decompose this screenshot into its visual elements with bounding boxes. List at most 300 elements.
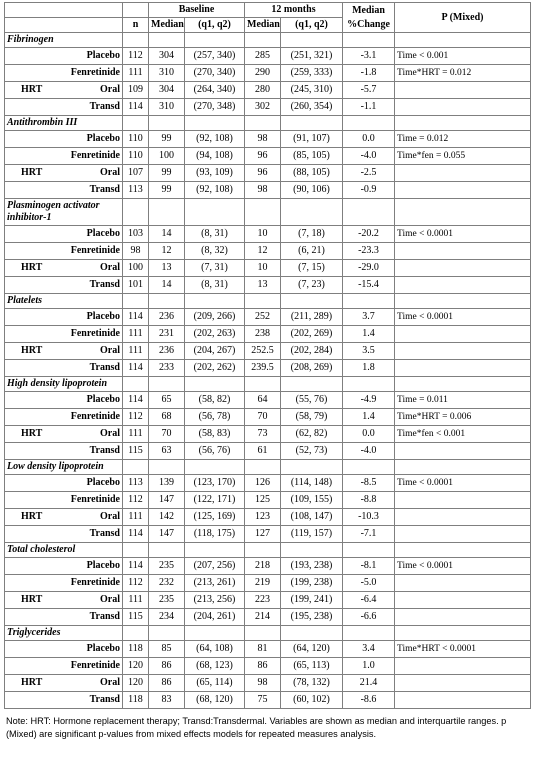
cell-p-mixed: Time < 0.0001 [395, 558, 531, 575]
section-empty-cell [281, 626, 343, 641]
table-row [5, 658, 531, 675]
cell-n: 110 [123, 131, 149, 148]
cell-baseline-iqr: (7, 31) [185, 260, 245, 277]
row-label [5, 609, 123, 626]
section-empty-cell [343, 377, 395, 392]
cell-baseline-iqr: (125, 169) [185, 509, 245, 526]
row-label-text: Oral [100, 677, 120, 688]
table-row [5, 443, 531, 460]
cell-p-mixed [395, 675, 531, 692]
section-empty-cell [281, 377, 343, 392]
cell-baseline-median: 304 [149, 82, 185, 99]
cell-median-change: -8.6 [343, 692, 395, 709]
section-empty-cell [185, 543, 245, 558]
table-row [5, 226, 531, 243]
cell-12m-iqr: (7, 15) [281, 260, 343, 277]
cell-baseline-iqr: (270, 348) [185, 99, 245, 116]
cell-median-change: 0.0 [343, 426, 395, 443]
table-row [5, 182, 531, 199]
cell-p-mixed [395, 165, 531, 182]
cell-median-change: 3.5 [343, 343, 395, 360]
section-empty-cell [395, 460, 531, 475]
section-header-row [5, 33, 531, 48]
row-label-text: Fenretinide [70, 660, 120, 671]
cell-p-mixed [395, 277, 531, 294]
cell-median-change: 1.8 [343, 360, 395, 377]
row-label-text: Placebo [86, 311, 120, 322]
cell-baseline-median: 13 [149, 260, 185, 277]
section-header-row [5, 626, 531, 641]
cell-12m-iqr: (114, 148) [281, 475, 343, 492]
table-row [5, 243, 531, 260]
row-label [5, 65, 123, 82]
section-empty-cell [185, 294, 245, 309]
cell-12m-iqr: (52, 73) [281, 443, 343, 460]
row-label-text: Placebo [86, 133, 120, 144]
table-row [5, 409, 531, 426]
header-row-1 [5, 3, 531, 18]
cell-12m-iqr: (91, 107) [281, 131, 343, 148]
row-label-text: Fenretinide [70, 494, 120, 505]
hrt-label: HRT [21, 345, 43, 356]
row-label [5, 675, 123, 692]
table-row [5, 492, 531, 509]
table-row [5, 641, 531, 658]
section-empty-cell [343, 116, 395, 131]
table-note: Note: HRT: Hormone replacement therapy; Transd:Transdermal. Variables are shown as median and interquartile ranges. p (Mixed) are significant p-values from mixed effects models for repeated measures analysis. [6, 716, 507, 739]
table-row [5, 165, 531, 182]
cell-median-change: -1.8 [343, 65, 395, 82]
section-empty-cell [395, 33, 531, 48]
cell-baseline-median: 86 [149, 658, 185, 675]
header-median-change-line2: %Change [347, 18, 390, 30]
row-label-text: Oral [100, 84, 120, 95]
cell-12m-iqr: (202, 284) [281, 343, 343, 360]
cell-n: 114 [123, 99, 149, 116]
row-label [5, 475, 123, 492]
section-empty-cell [149, 294, 185, 309]
cell-p-mixed: Time*fen = 0.055 [395, 148, 531, 165]
section-empty-cell [281, 33, 343, 48]
cell-baseline-iqr: (213, 256) [185, 592, 245, 609]
header-baseline: Baseline [149, 3, 245, 18]
table-row [5, 48, 531, 65]
cell-median-change: -4.0 [343, 148, 395, 165]
row-label [5, 182, 123, 199]
cell-p-mixed: Time < 0.0001 [395, 309, 531, 326]
section-empty-cell [123, 377, 149, 392]
section-header-row [5, 460, 531, 475]
cell-12m-iqr: (259, 333) [281, 65, 343, 82]
cell-p-mixed [395, 343, 531, 360]
row-label-text: Transd [89, 101, 120, 112]
row-label [5, 243, 123, 260]
section-empty-cell [149, 199, 185, 226]
cell-n: 109 [123, 82, 149, 99]
table-row [5, 148, 531, 165]
table-row [5, 260, 531, 277]
cell-n: 111 [123, 592, 149, 609]
cell-12m-iqr: (90, 106) [281, 182, 343, 199]
row-label-text: Oral [100, 428, 120, 439]
cell-baseline-iqr: (202, 263) [185, 326, 245, 343]
cell-12m-iqr: (7, 23) [281, 277, 343, 294]
cell-12m-iqr: (85, 105) [281, 148, 343, 165]
cell-baseline-median: 235 [149, 558, 185, 575]
section-empty-cell [149, 377, 185, 392]
row-label [5, 260, 123, 277]
section-empty-cell [281, 199, 343, 226]
cell-n: 114 [123, 558, 149, 575]
row-label-text: Transd [89, 184, 120, 195]
row-label-text: Fenretinide [70, 328, 120, 339]
cell-p-mixed [395, 658, 531, 675]
cell-baseline-median: 234 [149, 609, 185, 626]
table-row [5, 575, 531, 592]
cell-p-mixed [395, 575, 531, 592]
hrt-label: HRT [21, 511, 43, 522]
cell-n: 113 [123, 475, 149, 492]
cell-baseline-iqr: (207, 256) [185, 558, 245, 575]
header-median-change [343, 3, 395, 33]
cell-median-change: -6.4 [343, 592, 395, 609]
cell-baseline-median: 233 [149, 360, 185, 377]
section-empty-cell [281, 543, 343, 558]
cell-n: 120 [123, 658, 149, 675]
table-row [5, 526, 531, 543]
cell-baseline-iqr: (92, 108) [185, 182, 245, 199]
cell-p-mixed: Time = 0.012 [395, 131, 531, 148]
cell-n: 115 [123, 609, 149, 626]
cell-12m-iqr: (65, 113) [281, 658, 343, 675]
table-row [5, 99, 531, 116]
header-blank-2 [5, 18, 123, 33]
header-n [123, 3, 149, 18]
row-label-text: Transd [89, 362, 120, 373]
cell-12m-iqr: (202, 269) [281, 326, 343, 343]
row-label [5, 82, 123, 99]
cell-n: 101 [123, 277, 149, 294]
cell-baseline-median: 63 [149, 443, 185, 460]
table-row [5, 392, 531, 409]
cell-p-mixed: Time*HRT < 0.0001 [395, 641, 531, 658]
cell-baseline-median: 65 [149, 392, 185, 409]
cell-baseline-median: 147 [149, 492, 185, 509]
cell-12m-median: 252.5 [245, 343, 281, 360]
section-title: Platelets [5, 294, 123, 309]
table-row [5, 65, 531, 82]
section-empty-cell [245, 543, 281, 558]
row-label [5, 692, 123, 709]
row-label [5, 409, 123, 426]
cell-baseline-median: 310 [149, 99, 185, 116]
header-baseline-iqr: (q1, q2) [185, 18, 245, 33]
section-header-row [5, 116, 531, 131]
row-label [5, 277, 123, 294]
section-empty-cell [123, 460, 149, 475]
cell-12m-iqr: (119, 157) [281, 526, 343, 543]
cell-baseline-iqr: (58, 83) [185, 426, 245, 443]
row-label [5, 426, 123, 443]
row-label [5, 148, 123, 165]
row-label-text: Placebo [86, 394, 120, 405]
section-header-row [5, 377, 531, 392]
cell-12m-median: 75 [245, 692, 281, 709]
cell-12m-median: 98 [245, 131, 281, 148]
section-empty-cell [185, 460, 245, 475]
cell-12m-iqr: (55, 76) [281, 392, 343, 409]
row-label [5, 509, 123, 526]
cell-baseline-iqr: (93, 109) [185, 165, 245, 182]
cell-p-mixed [395, 99, 531, 116]
row-label-text: Fenretinide [70, 150, 120, 161]
cell-baseline-median: 99 [149, 131, 185, 148]
cell-12m-median: 98 [245, 675, 281, 692]
row-label [5, 658, 123, 675]
cell-n: 112 [123, 409, 149, 426]
table-row [5, 343, 531, 360]
section-title: Antithrombin III [5, 116, 123, 131]
row-label [5, 592, 123, 609]
cell-baseline-median: 231 [149, 326, 185, 343]
cell-n: 114 [123, 360, 149, 377]
section-empty-cell [149, 460, 185, 475]
cell-baseline-median: 236 [149, 343, 185, 360]
section-empty-cell [281, 294, 343, 309]
cell-p-mixed [395, 692, 531, 709]
cell-median-change: -0.9 [343, 182, 395, 199]
cell-baseline-iqr: (56, 78) [185, 409, 245, 426]
cell-n: 118 [123, 692, 149, 709]
cell-p-mixed [395, 82, 531, 99]
cell-n: 112 [123, 48, 149, 65]
section-empty-cell [123, 33, 149, 48]
row-label [5, 309, 123, 326]
cell-p-mixed [395, 182, 531, 199]
header-n-label: n [123, 18, 149, 33]
cell-12m-iqr: (60, 102) [281, 692, 343, 709]
row-label-text: Fenretinide [70, 245, 120, 256]
section-empty-cell [343, 543, 395, 558]
section-header-row [5, 199, 531, 226]
cell-p-mixed: Time*fen < 0.001 [395, 426, 531, 443]
cell-median-change: 3.7 [343, 309, 395, 326]
cell-baseline-median: 99 [149, 165, 185, 182]
cell-baseline-iqr: (58, 82) [185, 392, 245, 409]
cell-12m-iqr: (260, 354) [281, 99, 343, 116]
table-row [5, 509, 531, 526]
cell-baseline-iqr: (65, 114) [185, 675, 245, 692]
cell-12m-median: 219 [245, 575, 281, 592]
row-label-text: Fenretinide [70, 577, 120, 588]
section-title: Low density lipoprotein [5, 460, 123, 475]
cell-median-change: 21.4 [343, 675, 395, 692]
cell-p-mixed [395, 592, 531, 609]
header-baseline-median: Median [149, 18, 185, 33]
row-label [5, 131, 123, 148]
cell-median-change: -8.8 [343, 492, 395, 509]
cell-median-change: 3.4 [343, 641, 395, 658]
table-row [5, 426, 531, 443]
section-empty-cell [149, 543, 185, 558]
cell-12m-median: 285 [245, 48, 281, 65]
cell-median-change: -2.5 [343, 165, 395, 182]
cell-12m-median: 73 [245, 426, 281, 443]
cell-baseline-median: 236 [149, 309, 185, 326]
cell-baseline-iqr: (68, 120) [185, 692, 245, 709]
cell-12m-median: 96 [245, 165, 281, 182]
section-empty-cell [123, 294, 149, 309]
section-header-row [5, 294, 531, 309]
row-label-text: Fenretinide [70, 411, 120, 422]
row-label-text: Oral [100, 167, 120, 178]
cell-n: 111 [123, 65, 149, 82]
cell-median-change: -8.1 [343, 558, 395, 575]
hrt-label: HRT [21, 428, 43, 439]
cell-median-change: -5.7 [343, 82, 395, 99]
table-row [5, 609, 531, 626]
cell-12m-iqr: (108, 147) [281, 509, 343, 526]
cell-median-change: -6.6 [343, 609, 395, 626]
cell-median-change: -1.1 [343, 99, 395, 116]
table-row [5, 131, 531, 148]
row-label [5, 165, 123, 182]
section-empty-cell [245, 33, 281, 48]
section-empty-cell [185, 377, 245, 392]
cell-12m-iqr: (199, 241) [281, 592, 343, 609]
header-12m-iqr: (q1, q2) [281, 18, 343, 33]
row-label-text: Placebo [86, 228, 120, 239]
cell-12m-median: 81 [245, 641, 281, 658]
cell-baseline-median: 86 [149, 675, 185, 692]
cell-12m-median: 214 [245, 609, 281, 626]
section-empty-cell [395, 116, 531, 131]
cell-p-mixed: Time < 0.0001 [395, 226, 531, 243]
cell-p-mixed [395, 243, 531, 260]
cell-baseline-median: 100 [149, 148, 185, 165]
section-title: Plasminogen activator inhibitor-1 [5, 199, 123, 226]
section-empty-cell [395, 377, 531, 392]
row-label-text: Oral [100, 345, 120, 356]
section-empty-cell [149, 116, 185, 131]
cell-baseline-iqr: (204, 261) [185, 609, 245, 626]
cell-baseline-median: 68 [149, 409, 185, 426]
section-empty-cell [185, 626, 245, 641]
cell-12m-median: 290 [245, 65, 281, 82]
cell-baseline-median: 14 [149, 226, 185, 243]
section-empty-cell [123, 626, 149, 641]
section-empty-cell [343, 294, 395, 309]
row-label [5, 558, 123, 575]
cell-baseline-iqr: (264, 340) [185, 82, 245, 99]
cell-n: 111 [123, 326, 149, 343]
row-label [5, 443, 123, 460]
cell-p-mixed [395, 326, 531, 343]
cell-n: 118 [123, 641, 149, 658]
cell-12m-iqr: (88, 105) [281, 165, 343, 182]
cell-baseline-median: 142 [149, 509, 185, 526]
section-empty-cell [123, 543, 149, 558]
table-row [5, 326, 531, 343]
row-label-text: Placebo [86, 477, 120, 488]
section-title: Total cholesterol [5, 543, 123, 558]
cell-12m-median: 86 [245, 658, 281, 675]
row-label [5, 99, 123, 116]
cell-12m-iqr: (6, 21) [281, 243, 343, 260]
cell-baseline-median: 12 [149, 243, 185, 260]
cell-12m-iqr: (58, 79) [281, 409, 343, 426]
section-empty-cell [185, 199, 245, 226]
cell-12m-median: 223 [245, 592, 281, 609]
cell-median-change: -8.5 [343, 475, 395, 492]
cell-baseline-iqr: (8, 31) [185, 226, 245, 243]
table-row [5, 277, 531, 294]
section-empty-cell [343, 33, 395, 48]
row-label [5, 641, 123, 658]
cell-p-mixed [395, 360, 531, 377]
row-label-text: Oral [100, 262, 120, 273]
cell-12m-median: 127 [245, 526, 281, 543]
cell-n: 98 [123, 243, 149, 260]
header-12m-median: Median [245, 18, 281, 33]
cell-baseline-iqr: (118, 175) [185, 526, 245, 543]
row-label-text: Placebo [86, 50, 120, 61]
cell-p-mixed [395, 260, 531, 277]
table-row [5, 675, 531, 692]
cell-baseline-median: 14 [149, 277, 185, 294]
cell-p-mixed [395, 609, 531, 626]
section-header-row [5, 543, 531, 558]
cell-median-change: 0.0 [343, 131, 395, 148]
cell-median-change: -29.0 [343, 260, 395, 277]
section-empty-cell [343, 460, 395, 475]
cell-12m-median: 238 [245, 326, 281, 343]
cell-12m-median: 218 [245, 558, 281, 575]
row-label-text: Transd [89, 694, 120, 705]
header-p-mixed: P (Mixed) [395, 3, 531, 33]
cell-12m-median: 12 [245, 243, 281, 260]
section-empty-cell [395, 294, 531, 309]
table-row [5, 360, 531, 377]
cell-baseline-median: 147 [149, 526, 185, 543]
cell-baseline-median: 85 [149, 641, 185, 658]
section-empty-cell [245, 294, 281, 309]
cell-p-mixed: Time = 0.011 [395, 392, 531, 409]
row-label [5, 575, 123, 592]
hrt-label: HRT [21, 594, 43, 605]
cell-n: 107 [123, 165, 149, 182]
cell-12m-median: 302 [245, 99, 281, 116]
section-empty-cell [245, 377, 281, 392]
cell-12m-iqr: (109, 155) [281, 492, 343, 509]
cell-baseline-iqr: (64, 108) [185, 641, 245, 658]
cell-baseline-median: 310 [149, 65, 185, 82]
row-label [5, 326, 123, 343]
section-title: Fibrinogen [5, 33, 123, 48]
cell-p-mixed: Time*HRT = 0.012 [395, 65, 531, 82]
cell-n: 103 [123, 226, 149, 243]
section-empty-cell [343, 626, 395, 641]
row-label-text: Oral [100, 594, 120, 605]
cell-baseline-median: 83 [149, 692, 185, 709]
cell-n: 120 [123, 675, 149, 692]
row-label-text: Transd [89, 528, 120, 539]
cell-12m-iqr: (78, 132) [281, 675, 343, 692]
cell-median-change: -10.3 [343, 509, 395, 526]
row-label-text: Fenretinide [70, 67, 120, 78]
cell-median-change: -20.2 [343, 226, 395, 243]
section-empty-cell [281, 460, 343, 475]
